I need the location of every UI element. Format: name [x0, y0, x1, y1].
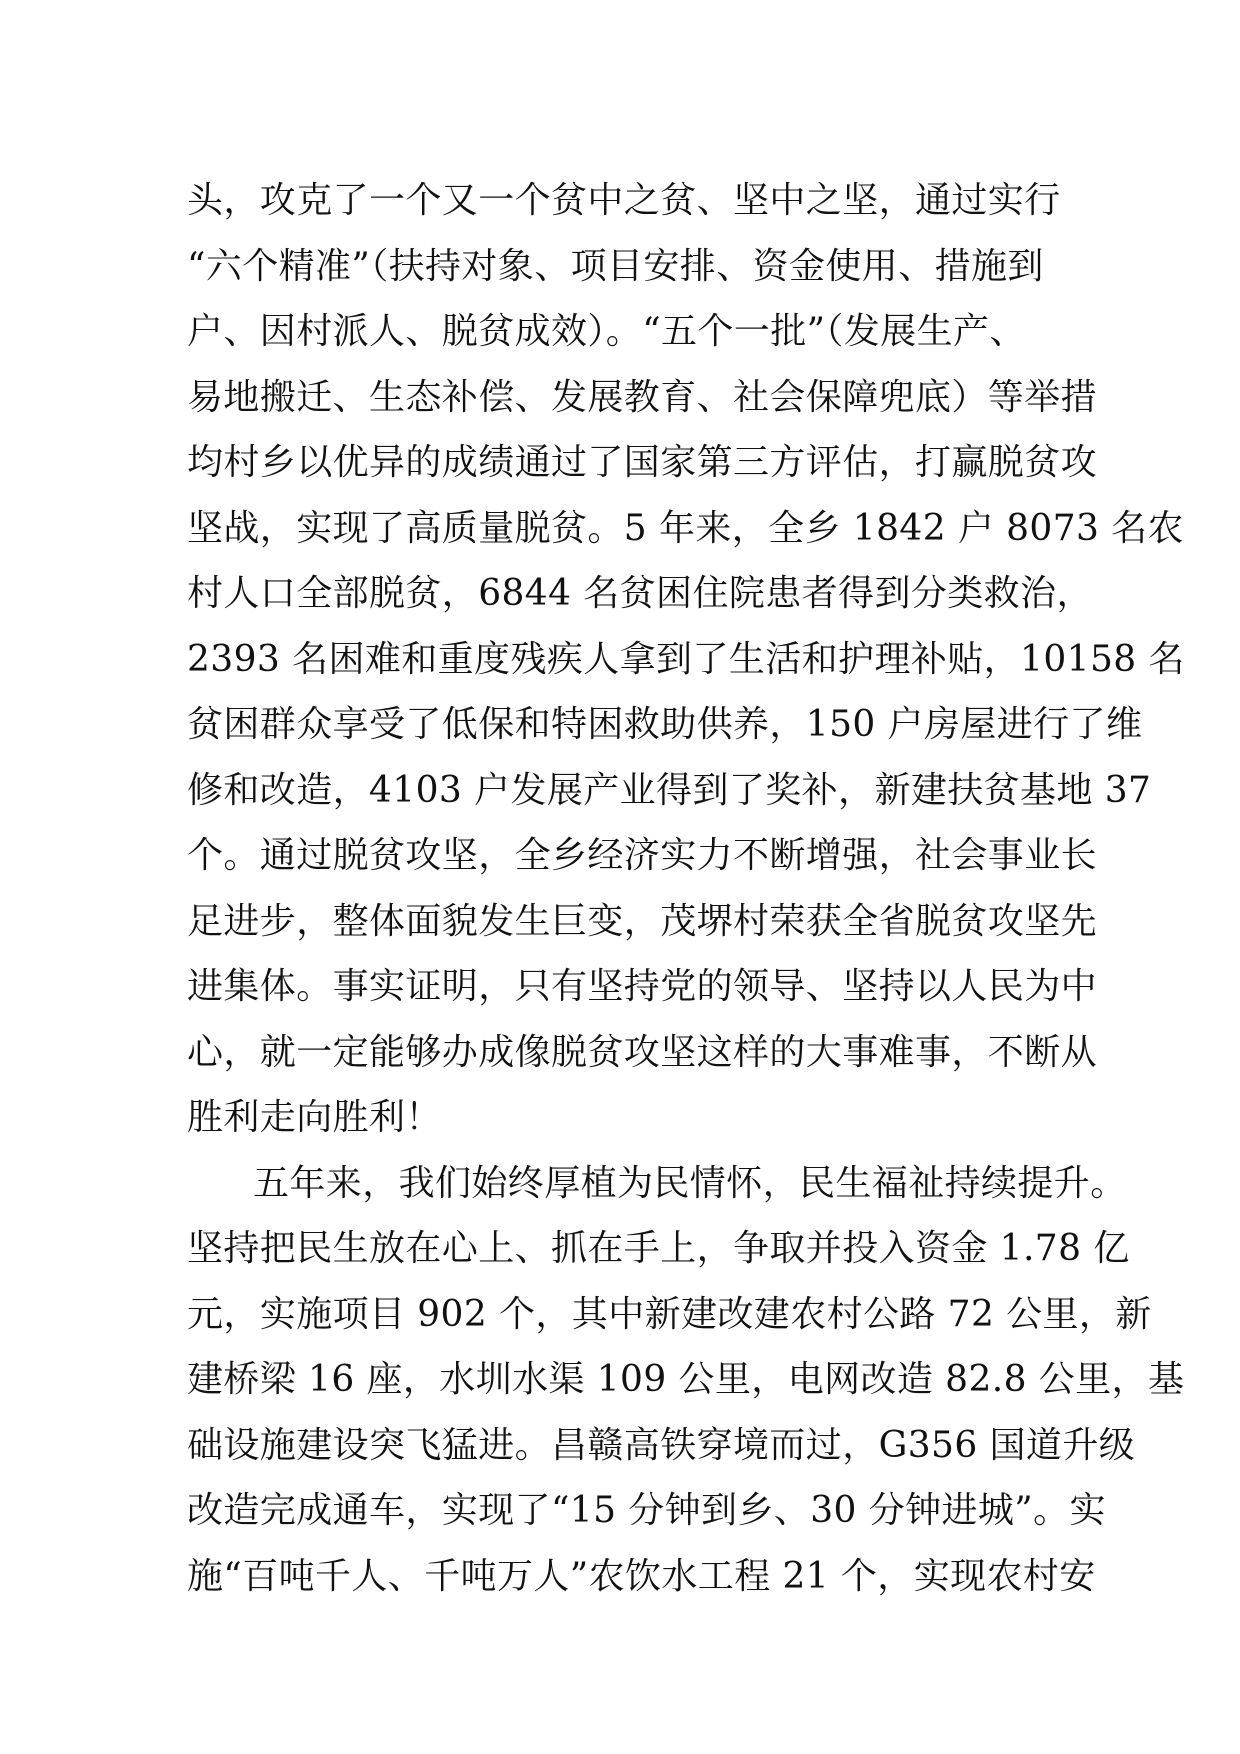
text-line: 头，攻克了一个又一个贫中之贫、坚中之坚，通过实行	[187, 180, 1061, 221]
text-line: 进集体。事实证明，只有坚持党的领导、坚持以人民为中	[187, 966, 1098, 1007]
text-line: 贫困群众享受了低保和特困救助供养，150 户房屋进行了维	[187, 704, 1143, 745]
text-line: 足进步，整体面貌发生巨变，茂堺村荣获全省脱贫攻坚先	[187, 900, 1098, 942]
body-text	[187, 168, 1185, 1609]
text-line: 村人口全部脱贫，6844 名贫困住院患者得到分类救治，	[187, 573, 1093, 614]
text-line: 坚战，实现了高质量脱贫。5 年来，全乡 1842 户 8073 名农	[187, 507, 1184, 549]
text-line: 修和改造，4103 户发展产业得到了奖补，新建扶贫基地 37	[187, 769, 1152, 811]
text-line: 建桥梁 16 座，水圳水渠 109 公里，电网改造 82.8 公里，基	[187, 1359, 1185, 1400]
text-line: 施“百吨千人、千吨万人”农饮水工程 21 个，实现农村安	[187, 1555, 1096, 1597]
text-line: 2393 名困难和重度残疾人拿到了生活和护理补贴，10158 名	[187, 638, 1185, 680]
text-line: 易地搬迁、生态补偿、发展教育、社会保障兜底）等举措	[187, 376, 1098, 418]
text-line: 础设施建设突飞猛进。昌赣高铁穿境而过，G356 国道升级	[187, 1424, 1136, 1466]
paragraph-start-line: 五年来，我们始终厚植为民情怀，民生福祉持续提升。	[253, 1162, 1127, 1204]
text-line: “六个精准”（扶持对象、项目安排、资金使用、措施到	[187, 245, 1044, 287]
text-line: 户、因村派人、脱贫成效）。“五个一批”（发展生产、	[187, 311, 1026, 352]
text-line: 坚持把民生放在心上、抓在手上，争取并投入资金 1.78 亿	[187, 1228, 1130, 1269]
text-line: 个。通过脱贫攻坚，全乡经济实力不断增强，社会事业长	[187, 835, 1098, 876]
text-line: 均村乡以优异的成绩通过了国家第三方评估，打赢脱贫攻	[187, 442, 1098, 483]
text-line: 心，就一定能够办成像脱贫攻坚这样的大事难事，不断从	[187, 1031, 1098, 1073]
text-line: 改造完成通车，实现了“15 分钟到乡、30 分钟进城”。实	[187, 1490, 1106, 1531]
text-line: 元，实施项目 902 个，其中新建改建农村公路 72 公里，新	[187, 1293, 1152, 1335]
text-line: 胜利走向胜利！	[187, 1097, 442, 1138]
